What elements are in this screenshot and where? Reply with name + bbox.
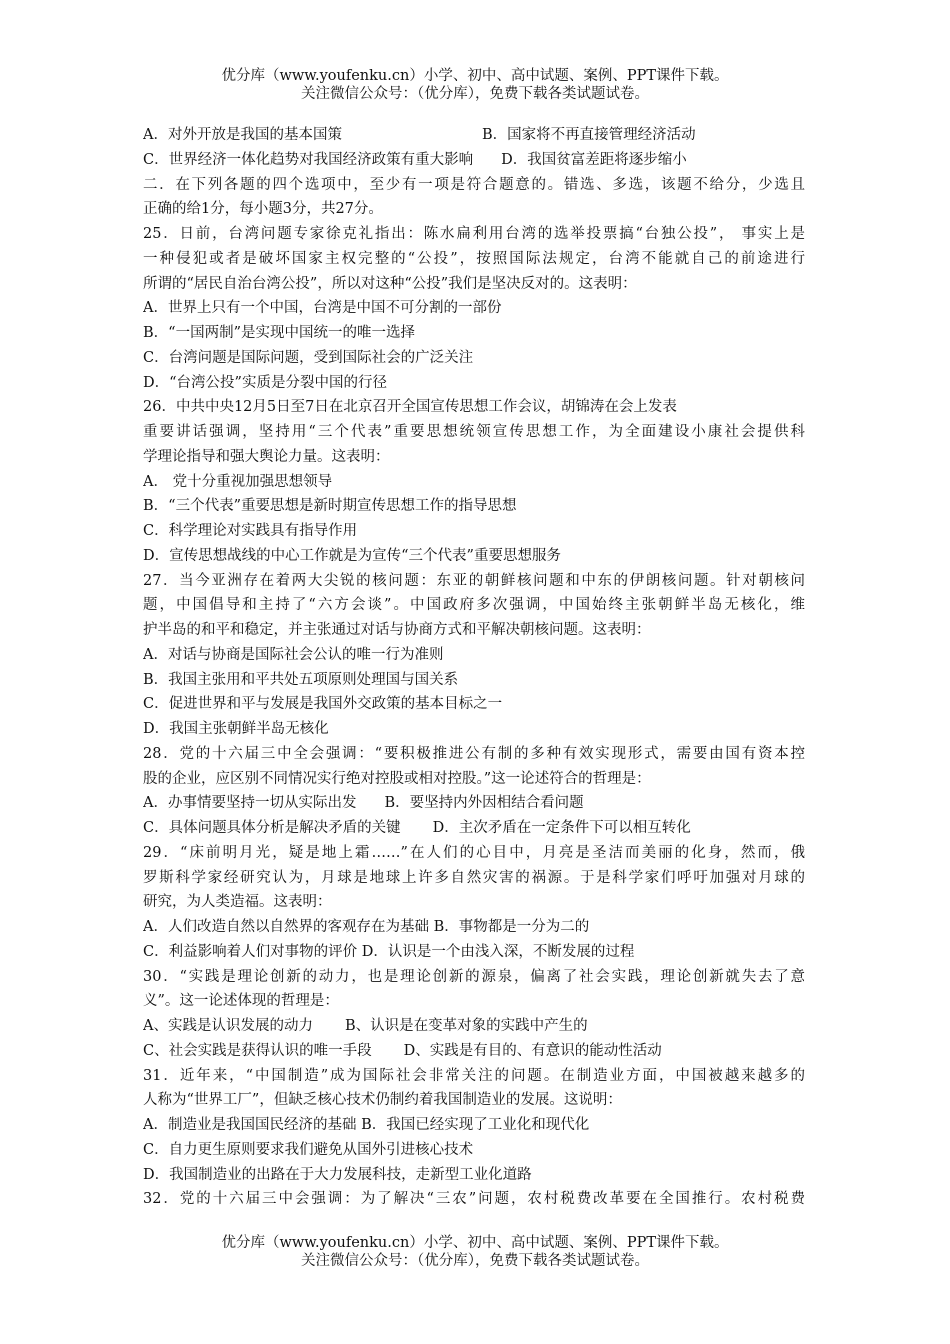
text-line: 题，中国倡导和主持了“六方会谈”。中国政府多次强调，中国始终主张朝鲜半岛无核化，维 xyxy=(143,597,805,614)
option-right: D．我国贫富差距将逐步缩小 xyxy=(501,151,687,168)
text-line: 二．在下列各题的四个选项中，至少有一项是符合题意的。错选、多选，该题不给分，少选且 xyxy=(143,176,805,193)
text-line: A．制造业是我国国民经济的基础 B．我国已经实现了工业化和现代化 xyxy=(143,1117,590,1133)
text-line: D．“台湾公投”实质是分裂中国的行径 xyxy=(143,374,387,391)
text-line: 护半岛的和平和稳定，并主张通过对话与协商方式和平解决朝核问题。这表明： xyxy=(143,622,651,638)
text-line: B．“一国两制”是实现中国统一的唯一选择 xyxy=(143,325,415,341)
page-footer xyxy=(0,1234,950,1270)
text-line: 正确的给1分，每小题3分，共27分。 xyxy=(143,201,383,218)
text-line: A．世界上只有一个中国，台湾是中国不可分割的一部份 xyxy=(143,300,502,317)
text-line xyxy=(143,791,805,816)
option-left: C．世界经济一体化趋势对我国经济政策有重大影响 xyxy=(143,151,474,168)
text-line: 研究，为人类造福。这表明： xyxy=(143,894,332,911)
text-line: C．促进世界和平与发展是我国外交政策的基本目标之一 xyxy=(143,696,503,713)
text-line: 30．“实践是理论创新的动力，也是理论创新的源泉，偏离了社会实践，理论创新就失去了意 xyxy=(143,968,805,985)
text-line: 学理论指导和强大舆论力量。这表明： xyxy=(143,448,390,465)
text-line: 重要讲话强调，坚持用“三个代表”重要思想统领宣传思想工作，为全面建设小康社会提供科 xyxy=(143,424,805,440)
option-right: D、实践是有目的、有意识的能动性活动 xyxy=(403,1042,662,1059)
text-line: 31．近年来，“中国制造”成为国际社会非常关注的问题。在制造业方面，中国被越来越多的 xyxy=(143,1067,805,1084)
text-line: 29．“床前明月光，疑是地上霜……”在人们的心目中，月亮是圣洁而美丽的化身，然而，俄 xyxy=(143,844,805,861)
option-left: C．具体问题具体分析是解决矛盾的关键 xyxy=(143,820,401,836)
footer-line-2: 关注微信公众号：（优分库），免费下载各类试题试卷。 xyxy=(301,1253,649,1269)
text-line: 25．日前，台湾问题专家徐克礼指出：陈水扁利用台湾的选举投票搞“台独公投”， 事实上是 xyxy=(143,226,805,242)
question-text xyxy=(143,123,805,1212)
text-line xyxy=(143,816,805,841)
option-left: A．对外开放是我国的基本国策 xyxy=(143,127,342,143)
text-line: C．台湾问题是国际问题，受到国际社会的广泛关注 xyxy=(143,349,474,366)
text-line: 32．党的十六届三中会强调：为了解决“三农”问题，农村税费改革要在全国推行。农村税费 xyxy=(143,1191,805,1208)
text-line: 股的企业，应区别不同情况实行绝对控股或相对控股。”这一论述符合的哲理是： xyxy=(143,770,651,787)
text-line: 26．中共中央12月5日至7日在北京召开全国宣传思想工作会议，胡锦涛在会上发表 xyxy=(143,399,677,416)
text-line xyxy=(143,1014,805,1039)
option-left: A、实践是认识发展的动力 xyxy=(143,1018,313,1034)
text-line: C．利益影响着人们对事物的评价 D．认识是一个由浅入深，不断发展的过程 xyxy=(143,943,635,960)
text-line: 人称为“世界工厂”，但缺乏核心技术仍制约着我国制造业的发展。这说明： xyxy=(143,1092,622,1109)
text-line xyxy=(143,148,805,173)
option-left: C、社会实践是获得认识的唯一手段 xyxy=(143,1042,372,1059)
text-line: C．自力更生原则要求我们避免从国外引进核心技术 xyxy=(143,1141,474,1158)
text-line: 罗斯科学家经研究认为，月球是地球上许多自然灾害的祸源。于是科学家们呼吁加强对月球的 xyxy=(143,869,805,886)
header-line-2: 关注微信公众号：（优分库），免费下载各类试题试卷。 xyxy=(301,86,649,102)
text-line: 27．当今亚洲存在着两大尖锐的核问题：东亚的朝鲜核问题和中东的伊朗核问题。针对朝核问 xyxy=(143,572,805,589)
text-line: B．我国主张用和平共处五项原则处理国与国关系 xyxy=(143,671,459,688)
option-right: D．主次矛盾在一定条件下可以相互转化 xyxy=(432,820,691,836)
option-right: B、认识是在变革对象的实践中产生的 xyxy=(344,1018,588,1034)
text-line: B．“三个代表”重要思想是新时期宣传思想工作的指导思想 xyxy=(143,498,517,515)
text-line: 一种侵犯或者是破坏国家主权完整的“公投”，按照国际法规定，台湾不能就自己的前途进行 xyxy=(143,250,805,267)
option-right: B．国家将不再直接管理经济活动 xyxy=(481,127,696,143)
page-header xyxy=(0,67,950,103)
text-line: 28．党的十六届三中全会强调：“要积极推进公有制的多种有效实现形式，需要由国有资本控 xyxy=(143,745,805,762)
text-line: A．对话与协商是国际社会公认的唯一行为准则 xyxy=(143,646,444,663)
footer-line-1: 优分库（www.youfenku.cn）小学、初中、高中试题、案例、PPT课件下载。 xyxy=(221,1235,729,1251)
text-line: D．我国主张朝鲜半岛无核化 xyxy=(143,721,329,737)
text-line: D．我国制造业的出路在于大力发展科技，走新型工业化道路 xyxy=(143,1166,532,1183)
text-line: C．科学理论对实践具有指导作用 xyxy=(143,523,358,539)
text-line: 所谓的“居民自治台湾公投”，所以对这种“公投”我们是坚决反对的。这表明： xyxy=(143,275,637,292)
text-line xyxy=(143,123,805,148)
text-line: D．宣传思想战线的中心工作就是为宣传“三个代表”重要思想服务 xyxy=(143,547,561,564)
text-line: A． 党十分重视加强思想领导 xyxy=(143,473,333,490)
text-line: A．人们改造自然以自然界的客观存在为基础 B．事物都是一分为二的 xyxy=(143,919,590,935)
text-line xyxy=(143,1039,805,1064)
option-right: B．要坚持内外因相结合看问题 xyxy=(384,795,584,812)
text-line: 义”。这一论述体现的哲理是： xyxy=(143,993,339,1010)
header-line-1: 优分库（www.youfenku.cn）小学、初中、高中试题、案例、PPT课件下载。 xyxy=(221,68,729,84)
option-left: A．办事情要坚持一切从实际出发 xyxy=(143,795,357,812)
